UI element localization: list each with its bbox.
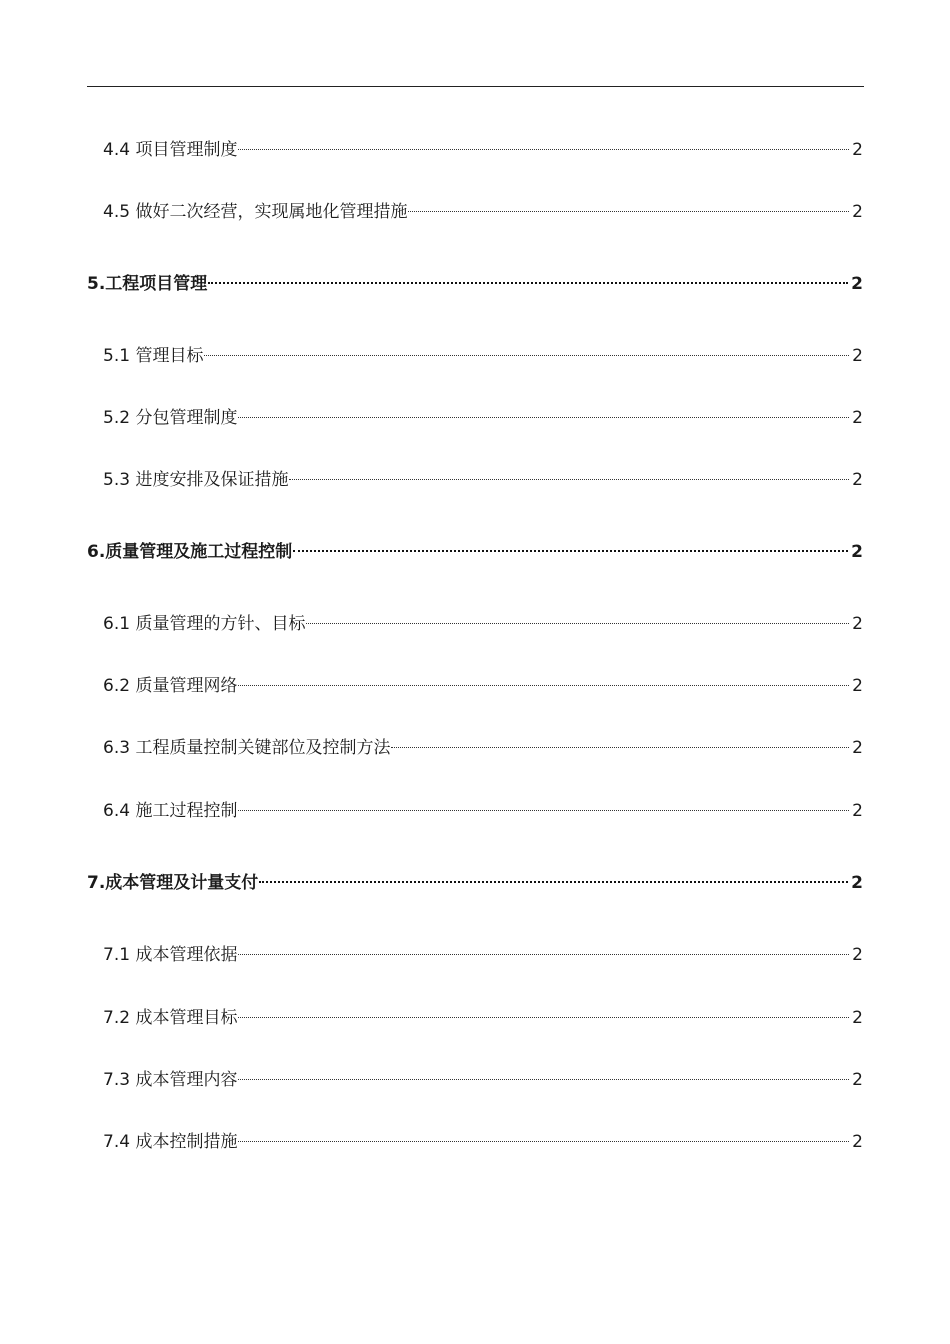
toc-page-number: 2: [852, 470, 863, 490]
toc-entry-5-3[interactable]: [103, 467, 863, 493]
toc-entry-title: 6.4 施工过程控制: [103, 801, 238, 821]
toc-page-number: 2: [852, 346, 863, 366]
dot-leader: [391, 747, 849, 748]
toc-entry-6-2[interactable]: [103, 673, 863, 699]
toc-entry-4-5[interactable]: [103, 199, 863, 225]
dot-leader: [208, 282, 848, 284]
dot-leader: [306, 623, 849, 624]
dot-leader: [238, 1017, 849, 1018]
toc-page-number: 2: [852, 1070, 863, 1090]
toc-page-number: 2: [852, 801, 863, 821]
dot-leader: [293, 550, 848, 552]
toc-entry-title: 4.5 做好二次经营，实现属地化管理措施: [103, 202, 408, 222]
dot-leader: [238, 1141, 849, 1142]
toc-entry-6[interactable]: [87, 539, 863, 565]
toc-page-number: 2: [852, 1008, 863, 1028]
toc-page-number: 2: [852, 738, 863, 758]
dot-leader: [259, 881, 848, 883]
dot-leader: [238, 954, 849, 955]
toc-page-number: 2: [852, 1132, 863, 1152]
toc-page-number: 2: [852, 676, 863, 696]
toc-entry-5[interactable]: [87, 271, 863, 297]
toc-entry-7-1[interactable]: [103, 942, 863, 968]
toc-entry-title: 5.3 进度安排及保证措施: [103, 470, 289, 490]
toc-page-number: 2: [852, 614, 863, 634]
toc-entry-title: 5.工程项目管理: [87, 274, 208, 294]
toc-entry-7-3[interactable]: [103, 1067, 863, 1093]
toc-entry-6-3[interactable]: [103, 735, 863, 761]
toc-entry-title: 6.质量管理及施工过程控制: [87, 542, 293, 562]
toc-entry-7-4[interactable]: [103, 1129, 863, 1155]
toc-entry-title: 6.1 质量管理的方针、目标: [103, 614, 306, 634]
toc-entry-6-1[interactable]: [103, 611, 863, 637]
toc-entry-title: 6.2 质量管理网络: [103, 676, 238, 696]
dot-leader: [238, 810, 849, 811]
toc-page-number: 2: [852, 202, 863, 222]
toc-page-number: 2: [852, 140, 863, 160]
toc-entry-title: 4.4 项目管理制度: [103, 140, 238, 160]
toc-entry-title: 7.4 成本控制措施: [103, 1132, 238, 1152]
toc-entry-4-4[interactable]: [103, 137, 863, 163]
toc-entry-title: 5.1 管理目标: [103, 346, 204, 366]
toc-page-number: 2: [851, 274, 863, 294]
toc-entry-title: 7.2 成本管理目标: [103, 1008, 238, 1028]
dot-leader: [289, 479, 849, 480]
dot-leader: [238, 1079, 849, 1080]
toc-entry-title: 6.3 工程质量控制关键部位及控制方法: [103, 738, 391, 758]
toc-page-number: 2: [852, 945, 863, 965]
dot-leader: [238, 685, 849, 686]
toc-entry-title: 7.成本管理及计量支付: [87, 873, 259, 893]
toc-entry-title: 5.2 分包管理制度: [103, 408, 238, 428]
dot-leader: [204, 355, 849, 356]
dot-leader: [238, 417, 849, 418]
toc-entry-7-2[interactable]: [103, 1005, 863, 1031]
toc-entry-5-1[interactable]: [103, 343, 863, 369]
toc-page-number: 2: [852, 408, 863, 428]
toc-page-number: 2: [851, 542, 863, 562]
toc-entry-title: 7.3 成本管理内容: [103, 1070, 238, 1090]
toc-entry-7[interactable]: [87, 870, 863, 896]
dot-leader: [238, 149, 849, 150]
toc-entry-5-2[interactable]: [103, 405, 863, 431]
toc-entry-title: 7.1 成本管理依据: [103, 945, 238, 965]
toc-page-number: 2: [851, 873, 863, 893]
toc-entry-6-4[interactable]: [103, 798, 863, 824]
dot-leader: [408, 211, 849, 212]
